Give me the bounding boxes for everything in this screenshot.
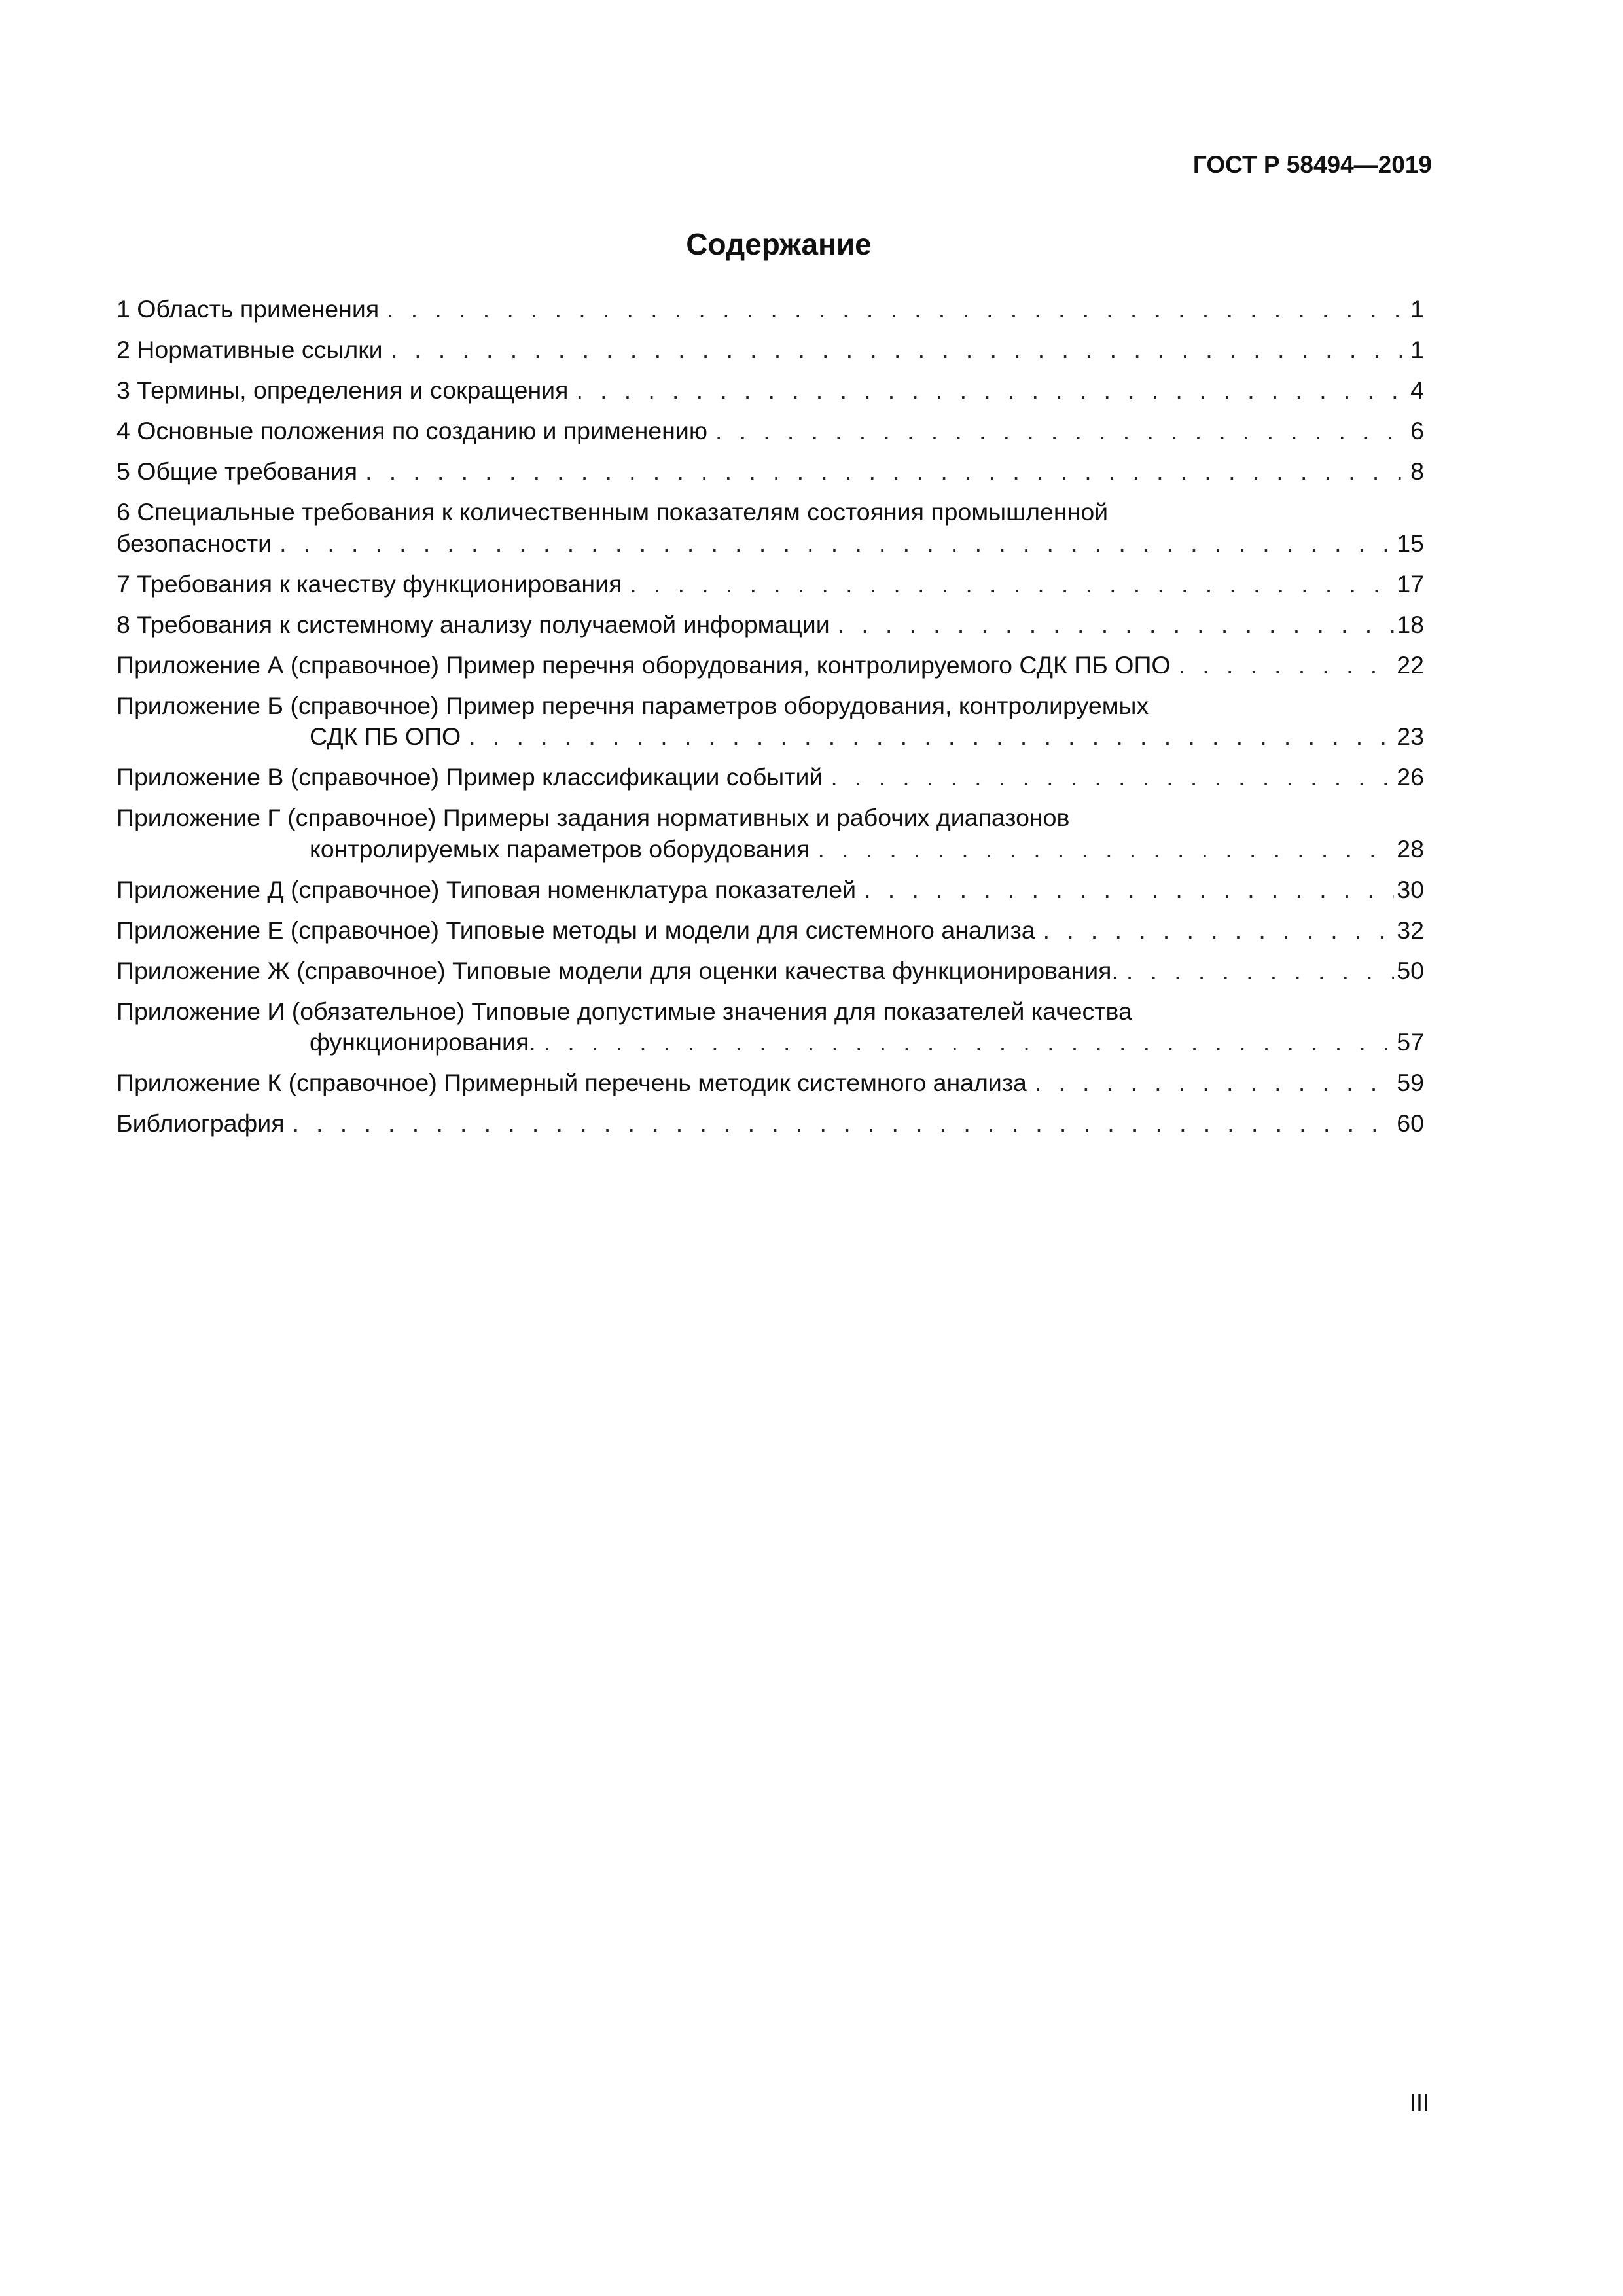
toc-entry-page: 17 xyxy=(1397,569,1424,598)
toc-entry-title: Приложение Б (справочное) Пример перечня параметров оборудования, контролируемых xyxy=(116,691,1149,719)
toc-entry-page: 32 xyxy=(1397,916,1424,944)
toc-entry-line xyxy=(116,528,1424,560)
toc-entry-title: Приложение Е (справочное) Типовые методы и модели для системного анализа xyxy=(116,916,1035,944)
toc-entry-line xyxy=(116,609,1424,641)
dot-leader xyxy=(864,874,1394,906)
toc-entry-page: 22 xyxy=(1397,651,1424,679)
toc-entry[interactable] xyxy=(116,375,1424,406)
toc-entry-page: 28 xyxy=(1397,834,1424,863)
toc-entry-line xyxy=(116,1067,1424,1099)
toc-entry-title: Приложение К (справочное) Примерный перечень методик системного анализа xyxy=(116,1069,1027,1096)
toc-entry-title: 5 Общие требования xyxy=(116,457,358,485)
dot-leader xyxy=(391,334,1408,366)
toc-entry-title: контролируемых параметров оборудования xyxy=(310,834,810,863)
page-number: III xyxy=(1409,2089,1429,2116)
toc-entry-title: 4 Основные положения по созданию и применению xyxy=(116,417,707,444)
dot-leader xyxy=(715,416,1408,447)
dot-leader xyxy=(1043,915,1395,946)
toc-entry[interactable] xyxy=(116,650,1424,681)
toc-entry-page: 6 xyxy=(1410,417,1424,444)
toc-entry[interactable] xyxy=(116,996,1424,1058)
toc-entry-line xyxy=(116,721,1424,753)
toc-entry[interactable] xyxy=(116,1067,1424,1099)
toc-entry[interactable] xyxy=(116,762,1424,793)
toc-entry-line xyxy=(116,650,1424,681)
toc-entry-line xyxy=(116,294,1424,325)
dot-leader xyxy=(544,1027,1395,1058)
dot-leader xyxy=(365,456,1408,488)
toc-title: Содержание xyxy=(686,227,872,261)
toc-entry-page: 30 xyxy=(1397,875,1424,903)
dot-leader xyxy=(279,528,1394,560)
dot-leader xyxy=(576,375,1408,406)
dot-leader xyxy=(469,721,1394,753)
toc-entry-line xyxy=(116,497,1424,528)
toc-entry-title: Приложение И (обязательное) Типовые допустимые значения для показателей качества xyxy=(116,997,1132,1025)
toc-entry-line xyxy=(116,1108,1424,1139)
toc-entry[interactable] xyxy=(116,416,1424,447)
dot-leader xyxy=(1126,956,1394,987)
toc-entry-page: 23 xyxy=(1397,723,1424,750)
dot-leader xyxy=(838,609,1395,641)
toc-entry-page: 18 xyxy=(1397,610,1424,638)
toc-entry[interactable] xyxy=(116,609,1424,641)
toc-entry-title: 6 Специальные требования к количественным показателям состояния промышленной xyxy=(116,498,1109,526)
dot-leader xyxy=(817,834,1394,865)
toc-entry[interactable] xyxy=(116,569,1424,600)
toc-entry-line xyxy=(116,416,1424,447)
toc-entry-page: 1 xyxy=(1410,295,1424,323)
toc-entry-page: 26 xyxy=(1397,763,1424,791)
dot-leader xyxy=(630,569,1394,600)
toc-entry-title: Библиография xyxy=(116,1109,285,1137)
toc-entry-line xyxy=(116,569,1424,600)
toc-entry[interactable] xyxy=(116,1108,1424,1139)
toc-entry-title: Приложение А (справочное) Пример перечня оборудования, контролируемого СДК ПБ ОПО xyxy=(116,651,1171,679)
toc-entry-title: Приложение Ж (справочное) Типовые модели для оценки качества функционирования. xyxy=(116,956,1118,984)
toc-entry-page: 4 xyxy=(1410,376,1424,404)
toc-entry-line xyxy=(116,834,1424,865)
toc-entry[interactable] xyxy=(116,874,1424,906)
toc-entry-page: 60 xyxy=(1397,1109,1424,1137)
toc-entry-page: 59 xyxy=(1397,1069,1424,1096)
toc-entry-title: 1 Область применения xyxy=(116,295,380,323)
toc-entry-title: 7 Требования к качеству функционирования xyxy=(116,569,622,598)
toc-entry-line xyxy=(116,915,1424,946)
toc-list xyxy=(116,294,1424,1149)
toc-entry-line xyxy=(116,456,1424,488)
dot-leader xyxy=(830,762,1394,793)
toc-entry[interactable] xyxy=(116,456,1424,488)
toc-entry-title: СДК ПБ ОПО xyxy=(310,723,461,750)
toc-entry[interactable] xyxy=(116,956,1424,987)
toc-entry[interactable] xyxy=(116,802,1424,865)
toc-entry-line xyxy=(116,874,1424,906)
toc-entry-title: 3 Термины, определения и сокращения xyxy=(116,376,569,404)
toc-entry-page: 1 xyxy=(1410,336,1424,363)
toc-entry-page: 57 xyxy=(1397,1028,1424,1056)
document-id: ГОСТ Р 58494—2019 xyxy=(1192,151,1432,178)
dot-leader xyxy=(387,294,1408,325)
toc-entry-line xyxy=(116,802,1424,834)
dot-leader xyxy=(1179,650,1395,681)
toc-entry-title: Приложение Д (справочное) Типовая номенклатура показателей xyxy=(116,875,857,903)
toc-entry[interactable] xyxy=(116,294,1424,325)
toc-entry-title: 2 Нормативные ссылки xyxy=(116,336,383,363)
toc-entry-title: безопасности xyxy=(116,529,272,557)
toc-entry-line xyxy=(116,762,1424,793)
toc-entry-title: Приложение В (справочное) Пример классификации событий xyxy=(116,763,823,791)
toc-entry-line xyxy=(116,956,1424,987)
toc-entry-line xyxy=(116,1027,1424,1058)
toc-entry-line xyxy=(116,334,1424,366)
dot-leader xyxy=(1035,1067,1394,1099)
toc-entry-page: 50 xyxy=(1397,956,1424,984)
dot-leader xyxy=(293,1108,1395,1139)
toc-entry[interactable] xyxy=(116,334,1424,366)
toc-entry[interactable] xyxy=(116,497,1424,559)
toc-entry[interactable] xyxy=(116,915,1424,946)
toc-entry-page: 8 xyxy=(1410,457,1424,485)
toc-entry[interactable] xyxy=(116,691,1424,753)
toc-entry-title: функционирования. xyxy=(310,1028,536,1056)
toc-entry-line xyxy=(116,375,1424,406)
toc-entry-line xyxy=(116,996,1424,1028)
toc-entry-title: Приложение Г (справочное) Примеры задания нормативных и рабочих диапазонов xyxy=(116,804,1070,831)
toc-entry-title: 8 Требования к системному анализу получаемой информации xyxy=(116,610,830,638)
toc-entry-line xyxy=(116,691,1424,722)
toc-entry-page: 15 xyxy=(1397,529,1424,557)
